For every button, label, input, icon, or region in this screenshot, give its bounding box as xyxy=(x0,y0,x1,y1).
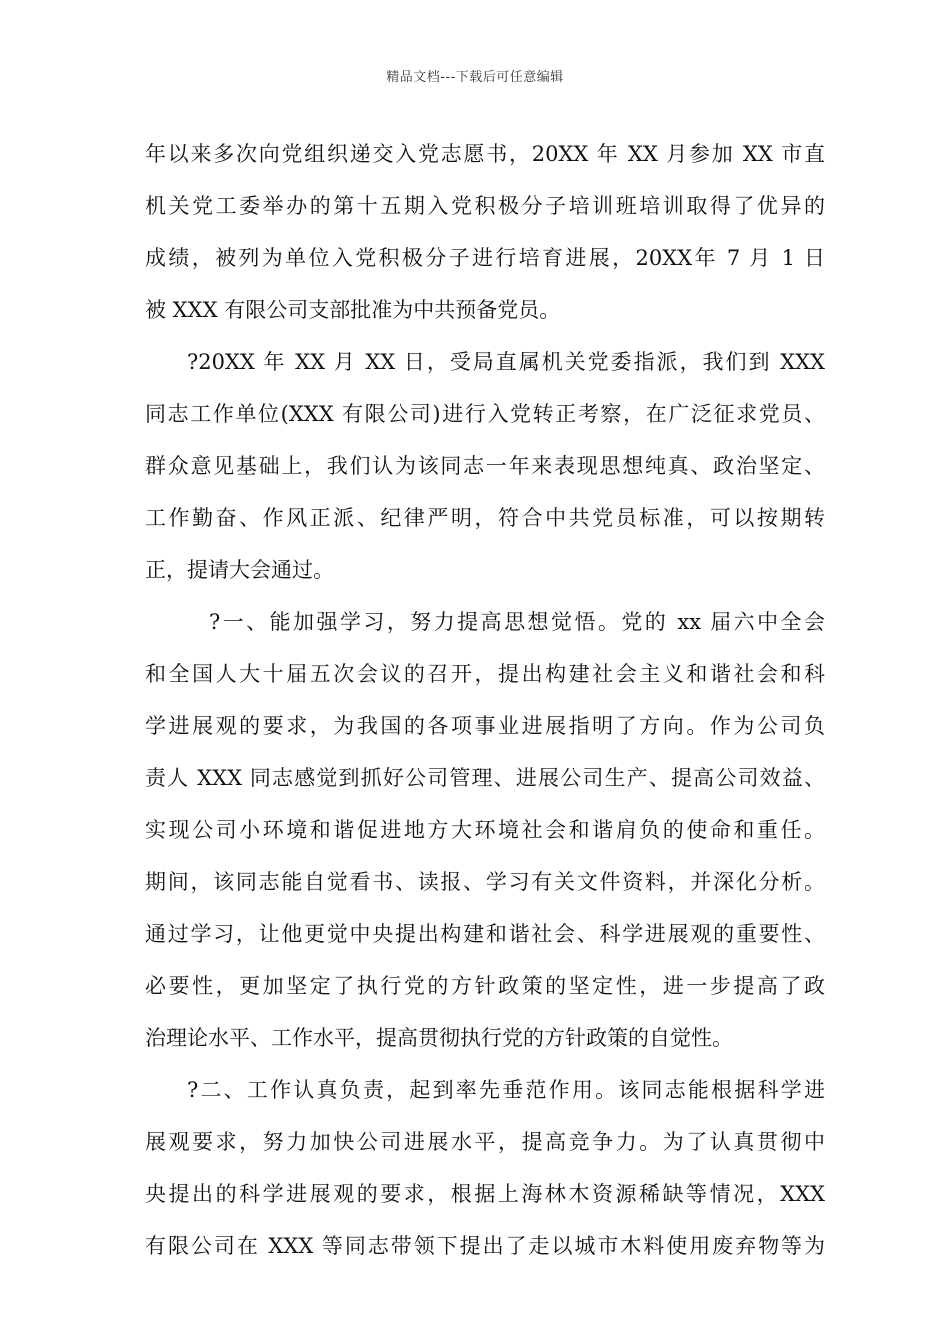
text-line: 展观要求，努力加快公司进展水平，提高竞争力。为了认真贯彻中 xyxy=(145,1130,825,1154)
text-line: 成绩，被列为单位入党积极分子进行培育进展，20XX年 7 月 1 日 xyxy=(145,246,825,270)
text-line: ?20XX 年 XX 月 XX 日，受局直属机关党委指派，我们到 XXX xyxy=(187,350,825,374)
text-line: 央提出的科学进展观的要求，根据上海林木资源稀缺等情况，XXX xyxy=(145,1182,825,1206)
paragraph-4 xyxy=(145,1064,825,1272)
text-line: ?二、工作认真负责，起到率先垂范作用。该同志能根据科学进 xyxy=(187,1078,825,1102)
text-line: 正，提请大会通过。 xyxy=(145,558,334,582)
text-line: 必要性，更加坚定了执行党的方针政策的坚定性，进一步提高了政 xyxy=(145,974,825,998)
text-line: 和全国人大十届五次会议的召开，提出构建社会主义和谐社会和科 xyxy=(145,662,825,686)
text-line: 年以来多次向党组织递交入党志愿书，20XX 年 XX 月参加 XX 市直 xyxy=(145,142,825,166)
page-header: 精品文档---下载后可任意编辑 xyxy=(386,70,564,85)
text-line: 治理论水平、工作水平，提高贯彻执行党的方针政策的自觉性。 xyxy=(145,1026,733,1050)
paragraph-1 xyxy=(145,128,825,336)
text-line: 有限公司在 XXX 等同志带领下提出了走以城市木料使用废弃物等为 xyxy=(145,1234,825,1258)
text-line: 同志工作单位(XXX 有限公司)进行入党转正考察，在广泛征求党员、 xyxy=(145,402,825,426)
document-body xyxy=(145,128,825,1272)
paragraph-3 xyxy=(145,596,825,1064)
text-line: ?一、能加强学习，努力提高思想觉悟。党的 xx 届六中全会 xyxy=(209,610,825,634)
text-line: 机关党工委举办的第十五期入党积极分子培训班培训取得了优异的 xyxy=(145,194,825,218)
text-line: 实现公司小环境和谐促进地方大环境社会和谐肩负的使命和重任。 xyxy=(145,818,825,842)
text-line: 通过学习，让他更觉中央提出构建和谐社会、科学进展观的重要性、 xyxy=(145,922,825,946)
text-line: 期间，该同志能自觉看书、读报、学习有关文件资料，并深化分析。 xyxy=(145,870,825,894)
paragraph-2 xyxy=(145,336,825,596)
text-line: 学进展观的要求，为我国的各项事业进展指明了方向。作为公司负 xyxy=(145,714,825,738)
text-line: 工作勤奋、作风正派、纪律严明，符合中共党员标准，可以按期转 xyxy=(145,506,825,530)
text-line: 被 XXX 有限公司支部批准为中共预备党员。 xyxy=(145,298,561,322)
text-line: 群众意见基础上，我们认为该同志一年来表现思想纯真、政治坚定、 xyxy=(145,454,825,478)
text-line: 责人 XXX 同志感觉到抓好公司管理、进展公司生产、提高公司效益、 xyxy=(145,766,825,790)
